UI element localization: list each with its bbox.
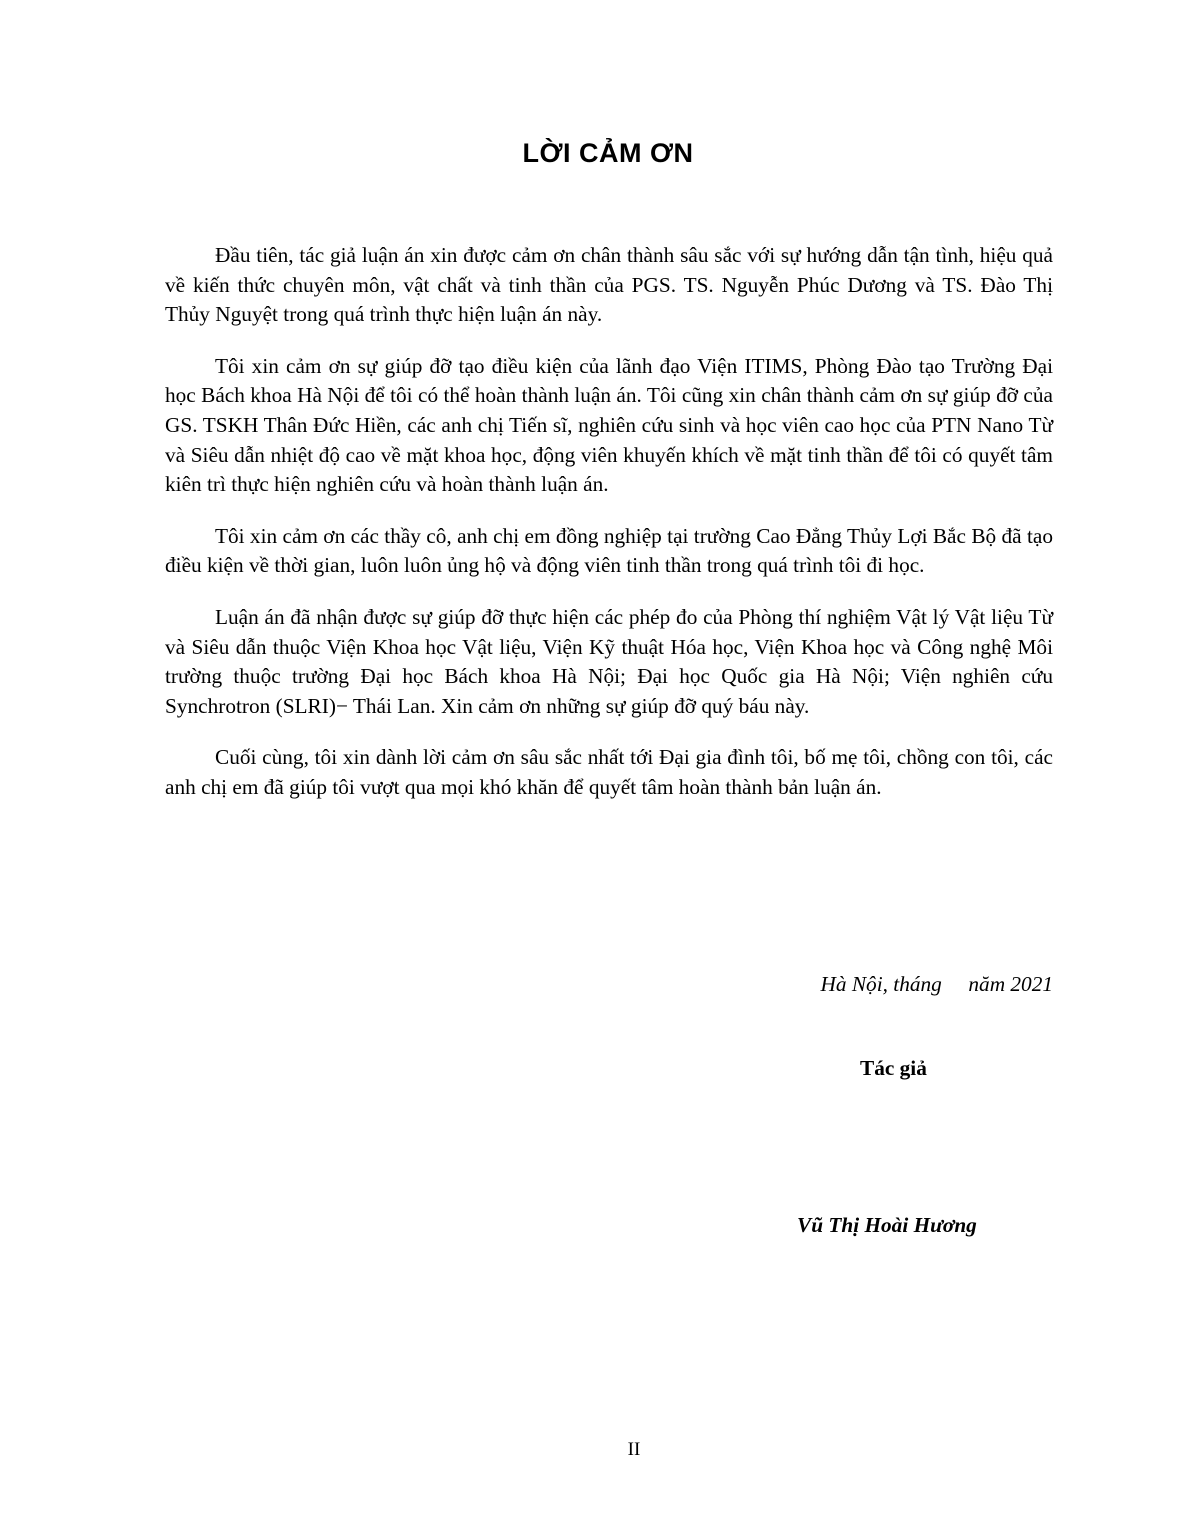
author-name: Vũ Thị Hoài Hương — [797, 1213, 977, 1237]
page-title: LỜI CẢM ƠN — [522, 138, 694, 168]
page-number: II — [627, 1439, 641, 1460]
paragraph-4: Luận án đã nhận được sự giúp đỡ thực hiện các phép đo của Phòng thí nghiệm Vật lý Vật liệu Từ và Siêu dẫn thuộc Viện Khoa học Vật liệu, Viện Kỹ thuật Hóa học, Viện Khoa học và Công nghệ Môi trường thuộc trường Đại học Bách khoa Hà Nội; Đại học Quốc gia Hà Nội; Viện nghiên cứu Synchrotron (SLRI)− Thái Lan. Xin cảm ơn những sự giúp đỡ quý báu này. — [165, 604, 1053, 718]
paragraph-5: Cuối cùng, tôi xin dành lời cảm ơn sâu sắc nhất tới Đại gia đình tôi, bố mẹ tôi, chồng con tôi, các anh chị em đã giúp tôi vượt qua mọi khó khăn để quyết tâm hoàn thành bản luận án. — [165, 745, 1053, 799]
paragraph-1: Đầu tiên, tác giả luận án xin được cảm ơn chân thành sâu sắc với sự hướng dẫn tận tình, hiệu quả về kiến thức chuyên môn, vật chất và tinh thần của PGS. TS. Nguyễn Phúc Dương và TS. Đào Thị Thủy Nguyệt trong quá trình thực hiện luận án này. — [165, 243, 1053, 327]
acknowledgement-body — [165, 241, 1053, 825]
paragraph-3: Tôi xin cảm ơn các thầy cô, anh chị em đồng nghiệp tại trường Cao Đẳng Thủy Lợi Bắc Bộ đã tạo điều kiện về thời gian, luôn luôn ủng hộ và động viên tinh thần trong quá trình tôi đi học. — [165, 523, 1053, 578]
paragraph-2: Tôi xin cảm ơn sự giúp đỡ tạo điều kiện của lãnh đạo Viện ITIMS, Phòng Đào tạo Trường Đại học Bách khoa Hà Nội để tôi có thể hoàn thành luận án. Tôi cũng xin chân thành cảm ơn sự giúp đỡ của GS. TSKH Thân Đức Hiền, các anh chị Tiến sĩ, nghiên cứu sinh và học viên cao học của PTN Nano Từ và Siêu dẫn nhiệt độ cao về mặt khoa học, động viên khuyến khích về mặt tinh thần để tôi có quyết tâm kiên trì thực hiện nghiên cứu và hoàn thành luận án. — [165, 353, 1053, 497]
author-label: Tác giả — [860, 1056, 927, 1080]
place-date: Hà Nội, tháng năm 2021 — [820, 972, 1053, 996]
